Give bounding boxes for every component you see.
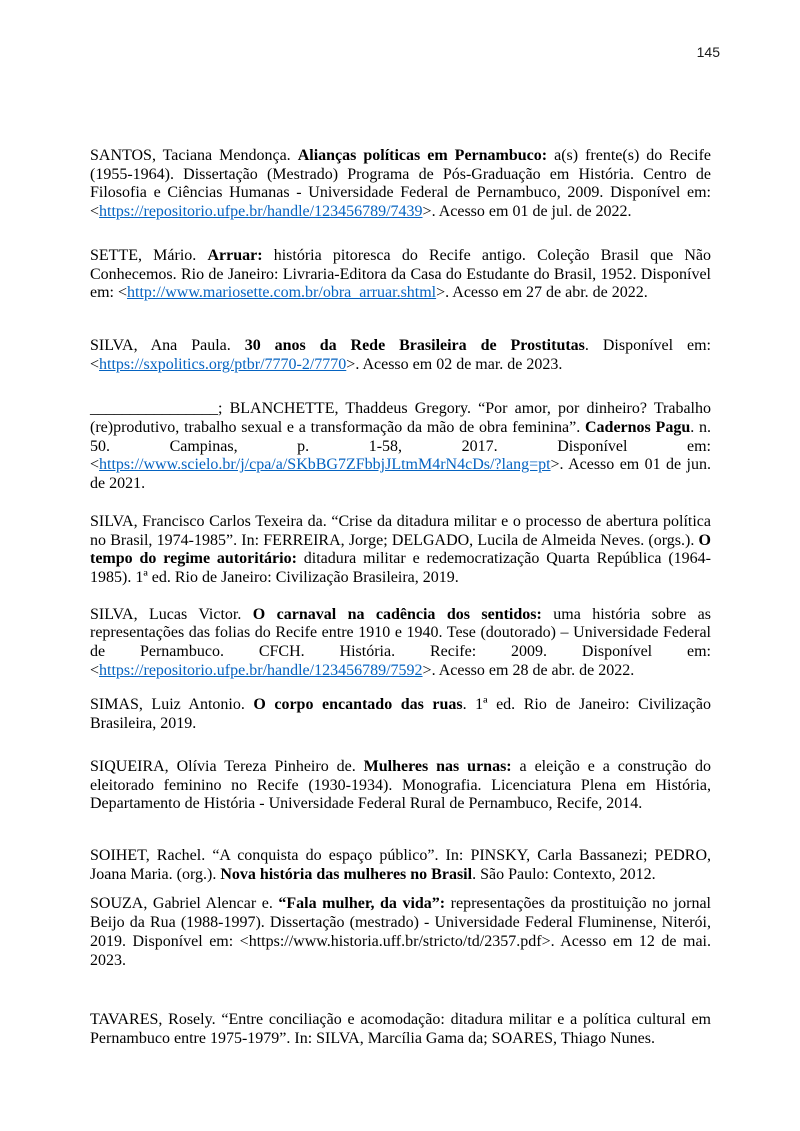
reference-link[interactable]: http://www.mariosette.com.br/obra_arruar.shtml [127, 284, 437, 302]
reference-title: Nova história das mulheres no Brasil [220, 865, 473, 883]
reference-text: SILVA, Francisco Carlos Texeira da. “Crise da ditadura militar e o processo de abertura política no Brasil, 1974-1985”. In: FERREIRA, Jorge; DELGADO, Lucila de Almeida Neves. (orgs.). [90, 512, 711, 549]
reference-entry-silva-francisco [90, 513, 711, 588]
reference-text: >. Acesso em 01 de jun. de 2021. [90, 456, 711, 493]
reference-text: a eleição e a construção do eleitorado feminino no Recife (1930-1934). Monografia. Licenciatura Plena em História, Departamento de História - Universidade Federal Rural de Pernambuco, Recife, 2014. [90, 757, 712, 813]
reference-title: Cadernos Pagu [585, 419, 691, 437]
reference-title: O corpo encantado das ruas [253, 696, 463, 714]
reference-title: Mulheres nas urnas: [363, 757, 512, 775]
reference-title: Arruar: [207, 246, 263, 264]
reference-text: SILVA, Ana Paula. [90, 336, 245, 354]
reference-title: 30 anos da Rede Brasileira de Prostitutas [244, 336, 585, 354]
reference-link[interactable]: https://sxpolitics.org/ptbr/7770-2/7770 [99, 355, 347, 373]
reference-text: SILVA, Lucas Victor. [90, 605, 253, 623]
reference-entry-silva-lucas [90, 606, 711, 681]
reference-entry-silva-blanchette [90, 400, 711, 494]
reference-text: SANTOS, Taciana Mendonça. [90, 147, 298, 164]
reference-text: . São Paulo: Contexto, 2012. [472, 865, 656, 883]
reference-text: história pitoresca do Recife antigo. Coleção Brasil que Não Conhecemos. Rio de Janeiro: Livraria-Editora da Casa do Estudante do Brasil, 1952. Disponível em: < [90, 246, 712, 302]
reference-entry-souza-gabriel [90, 895, 711, 970]
reference-text: TAVARES, Rosely. “Entre conciliação e acomodação: ditadura militar e a política cultural em Pernambuco entre 1975-1979”. In: SILVA, Marcília Gama da; SOARES, Thiago Nunes. [90, 1011, 711, 1047]
reference-entry-tavares-rosely [90, 1011, 711, 1048]
reference-title: O tempo do regime autoritário: [90, 531, 711, 568]
references-list [90, 147, 711, 1049]
reference-text: ditadura militar e redemocratização Quarta República (1964-1985). 1ª ed. Rio de Janeiro: Civilização Brasileira, 2019. [90, 550, 711, 586]
reference-text: a(s) frente(s) do Recife (1955-1964). Dissertação (Mestrado) Programa de Pós-Graduação em História. Centro de Filosofia e Ciências Humanas - Universidade Federal de Pernambuco, 2009. Disponível em: < [90, 147, 712, 221]
reference-text: >. Acesso em 28 de abr. de 2022. [422, 661, 635, 679]
reference-text: ________________; BLANCHETTE, Thaddeus Gregory. “Por amor, por dinheiro? Trabalho (re)produtivo, trabalho sexual e a transformação da mão de obra feminina”. [90, 400, 711, 437]
reference-title: Alianças políticas em Pernambuco: [297, 147, 548, 164]
reference-link[interactable]: https://repositorio.ufpe.br/handle/123456789/7592 [99, 661, 423, 679]
reference-text: representações da prostituição no jornal Beijo da Rua (1988-1997). Dissertação (mestrado) - Universidade Federal Fluminense, Niterói, 2019. Disponível em: <https://www.historia.uff.br/stricto/td/2357.pdf>. Acesso em 12 de mai. 2023. [90, 895, 712, 969]
page-number: 145 [696, 44, 720, 60]
reference-text: uma história sobre as representações das folias do Recife entre 1910 e 1940. Tese (doutorado) – Universidade Federal de Pernambuco. CFCH. História. Recife: 2009. Disponível em: < [90, 605, 712, 679]
reference-text: >. Acesso em 27 de abr. de 2022. [436, 284, 648, 302]
reference-entry-soihet-rachel [90, 847, 711, 884]
reference-text: SIQUEIRA, Olívia Tereza Pinheiro de. [90, 757, 364, 775]
reference-text: >. Acesso em 02 de mar. de 2023. [346, 355, 563, 373]
reference-title: “Fala mulher, da vida”: [278, 895, 446, 913]
reference-link[interactable]: https://www.scielo.br/j/cpa/a/SKbBG7ZFbbjJLtmM4rN4cDs/?lang=pt [99, 456, 551, 474]
reference-text: . n. 50. Campinas, p. 1-58, 2017. Disponível em: < [90, 419, 712, 474]
reference-text: SOIHET, Rachel. “A conquista do espaço público”. In: PINSKY, Carla Bassanezi; PEDRO, Joana Maria. (org.). [90, 846, 711, 883]
reference-title: O carnaval na cadência dos sentidos: [252, 605, 542, 623]
reference-text: SOUZA, Gabriel Alencar e. [90, 895, 279, 913]
reference-text: SETTE, Mário. [90, 246, 208, 264]
reference-entry-silva-ana-paula [90, 337, 711, 374]
reference-entry-siqueira-olivia [90, 758, 711, 814]
reference-text: SIMAS, Luiz Antonio. [90, 696, 254, 714]
reference-text: . Disponível em: < [90, 336, 711, 373]
reference-text: . 1ª ed. Rio de Janeiro: Civilização Brasileira, 2019. [90, 696, 712, 733]
reference-entry-sette-mario [90, 247, 711, 303]
reference-entry-simas-luiz [90, 696, 711, 733]
reference-entry-santos-taciana [90, 147, 711, 222]
reference-link[interactable]: https://repositorio.ufpe.br/handle/123456789/7439 [99, 203, 423, 221]
reference-text: >. Acesso em 01 de jul. de 2022. [422, 203, 632, 221]
